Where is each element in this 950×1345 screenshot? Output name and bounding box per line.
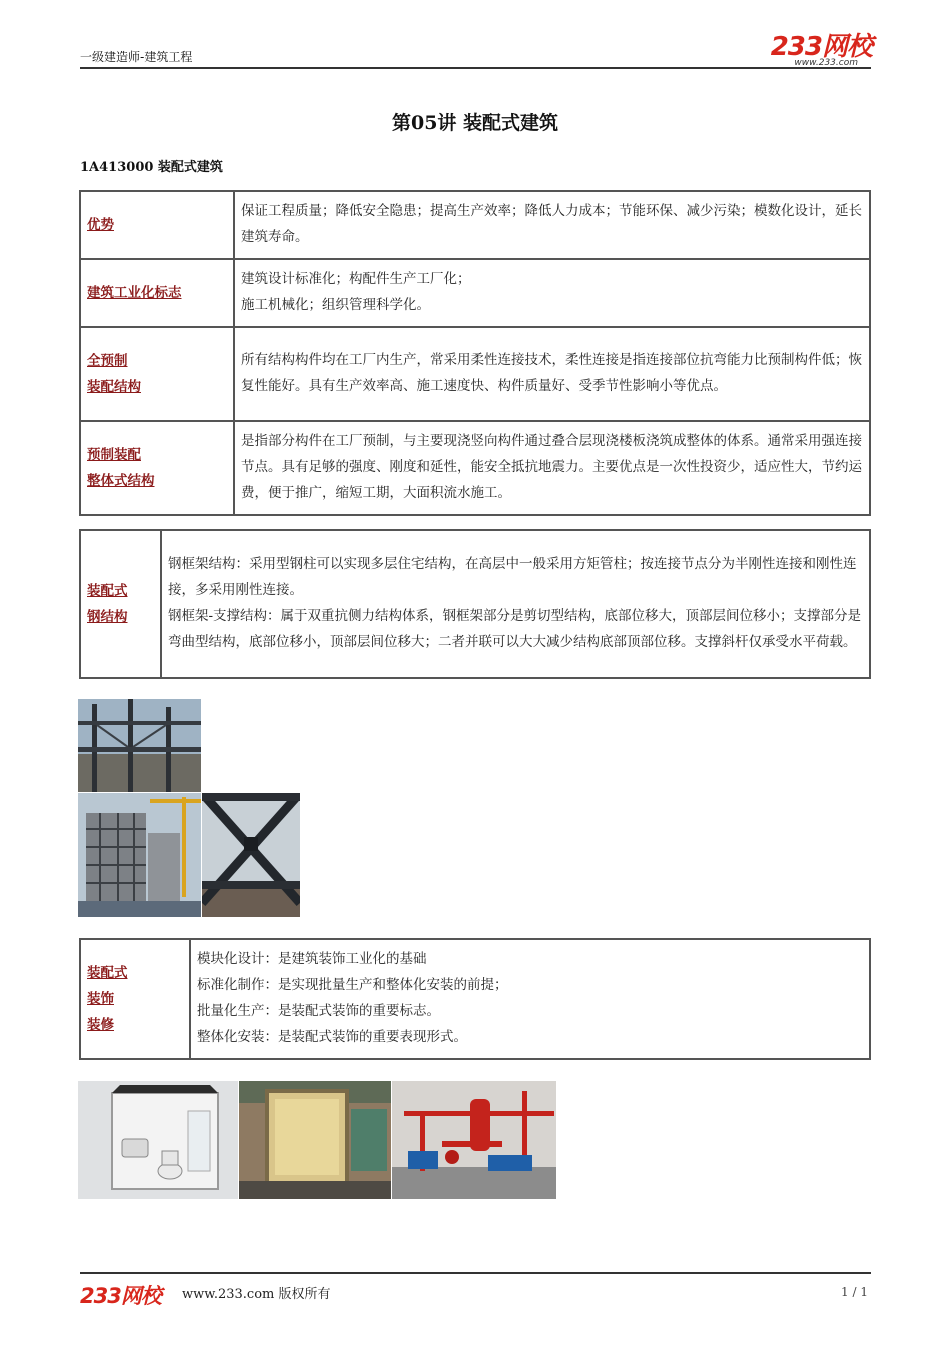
key-link-decoration-1[interactable]: 装配式 xyxy=(87,965,128,981)
key-link-steel-2[interactable]: 钢结构 xyxy=(87,609,128,625)
table-value-cell: 所有结构构件均在工厂内生产，常采用柔性连接技术，柔性连接是指连接部位抗弯能力比预制构件低；恢复性能好。具有生产效率高、施工速度快、构件质量好、受季节性影响小等优点。 xyxy=(234,327,870,421)
table-key-cell xyxy=(80,327,234,421)
table-row xyxy=(80,530,870,678)
bathroom-pod-photo xyxy=(78,1081,238,1199)
key-link-steel[interactable]: 装配式 xyxy=(87,583,128,599)
key-link-monolithic-2[interactable]: 整体式结构 xyxy=(87,473,155,489)
header-doc-label: 一级建造师-建筑工程 xyxy=(80,50,193,64)
key-link-industrialization[interactable]: 建筑工业化标志 xyxy=(87,285,182,301)
footer-logo[interactable] xyxy=(80,1280,161,1310)
key-link-decoration-3[interactable]: 装修 xyxy=(87,1017,114,1033)
footer-logo-number: 233 xyxy=(80,1284,121,1308)
key-link-full-prefab-2[interactable]: 装配结构 xyxy=(87,379,141,395)
table-value-cell xyxy=(234,259,870,327)
table-row xyxy=(80,191,870,259)
value-line: 整体化安装：是装配式装饰的重要表现形式。 xyxy=(197,1029,467,1045)
header-divider xyxy=(80,67,871,69)
table-key-cell xyxy=(80,530,161,678)
steel-structure-table xyxy=(79,529,871,679)
logo-number: 233 xyxy=(770,32,822,62)
value-paragraph: 钢框架-支撑结构：属于双重抗侧力结构体系，钢框架部分是剪切型结构，底部位移大，顶部层间位移小；支撑部分是弯曲型结构，底部位移小，顶部层间位移大；二者并联可以大大减少结构底部顶部位移。支撑斜杆仅承受水平荷载。 xyxy=(168,608,862,650)
value-line: 模块化设计：是建筑装饰工业化的基础 xyxy=(197,951,427,967)
table-row xyxy=(80,259,870,327)
table-value-cell: 保证工程质量；降低安全隐患；提高生产效率；降低人力成本；节能环保、减少污染；模数化设计，延长建筑寿命。 xyxy=(234,191,870,259)
footer-divider xyxy=(80,1272,871,1274)
table-value-cell xyxy=(161,530,870,678)
page-number: 1 / 1 xyxy=(841,1285,868,1299)
steel-building-crane-photo xyxy=(78,793,201,917)
key-link-decoration-2[interactable]: 装饰 xyxy=(87,991,114,1007)
key-link-full-prefab[interactable]: 全预制 xyxy=(87,353,128,369)
value-line: 批量化生产：是装配式装饰的重要标志。 xyxy=(197,1003,440,1019)
section-code: 1A413000 装配式建筑 xyxy=(80,160,223,175)
page-title: 第05讲 装配式建筑 xyxy=(391,112,559,134)
window-unit-photo xyxy=(239,1081,391,1199)
value-line: 标准化制作：是实现批量生产和整体化安装的前提； xyxy=(197,977,508,993)
site-logo[interactable] xyxy=(771,34,872,68)
steel-frame-photo xyxy=(78,699,201,792)
value-line: 建筑设计标准化；构配件生产工厂化； xyxy=(241,271,471,287)
key-link-advantage[interactable]: 优势 xyxy=(87,217,114,233)
table-row xyxy=(80,327,870,421)
key-link-monolithic[interactable]: 预制装配 xyxy=(87,447,141,463)
value-paragraph: 钢框架结构：采用型钢柱可以实现多层住宅结构，在高层中一般采用方矩管柱；按连接节点分为半刚性连接和刚性连接，多采用刚性连接。 xyxy=(168,556,857,598)
logo-chinese: 网校 xyxy=(821,32,872,62)
table-row xyxy=(80,939,870,1059)
steel-bracing-photo xyxy=(202,793,300,917)
value-line: 施工机械化；组织管理科学化。 xyxy=(241,297,430,313)
table-value-cell xyxy=(190,939,870,1059)
decoration-table xyxy=(79,938,871,1060)
table-value-cell: 是指部分构件在工厂预制，与主要现浇竖向构件通过叠合层现浇楼板浇筑成整体的体系。通常采用强连接节点。具有足够的强度、刚度和延性，能安全抵抗地震力。主要优点是一次性投资少，适应性大，节约运费，便于推广，缩短工期，大面积流水施工。 xyxy=(234,421,870,515)
table-row xyxy=(80,421,870,515)
table-key-cell xyxy=(80,191,234,259)
fire-pump-room-photo xyxy=(392,1081,556,1199)
logo-url: www.233.com xyxy=(794,58,858,68)
advantages-table xyxy=(79,190,871,516)
table-key-cell xyxy=(80,259,234,327)
table-key-cell xyxy=(80,939,190,1059)
footer-copyright: www.233.com 版权所有 xyxy=(182,1287,331,1302)
table-key-cell xyxy=(80,421,234,515)
footer-logo-chinese: 网校 xyxy=(120,1284,161,1308)
